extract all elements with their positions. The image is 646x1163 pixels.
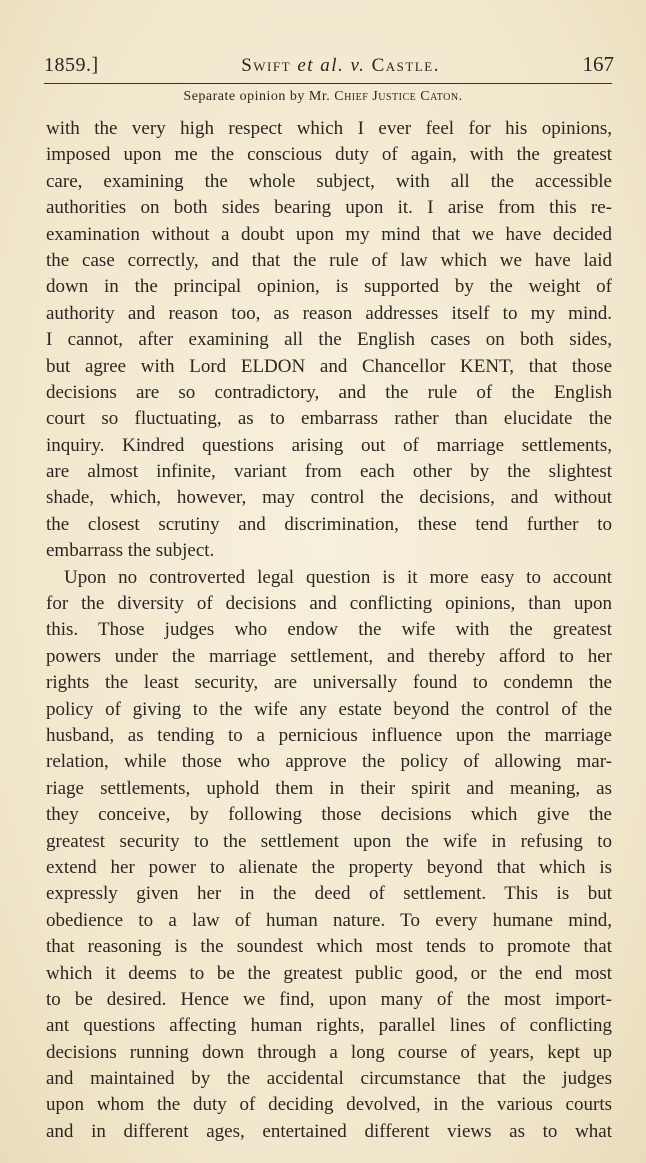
running-header bbox=[44, 52, 614, 82]
header-title-post: Castle. bbox=[365, 55, 440, 76]
text-line: decisions are so contradictory, and the rule of the English bbox=[46, 381, 612, 403]
subheading-name: Chief Justice Caton. bbox=[334, 89, 463, 104]
text-line: authorities on both sides bearing upon it. I arise from this re- bbox=[46, 197, 612, 219]
header-year: 1859.] bbox=[44, 54, 99, 76]
text-line: inquiry. Kindred questions arising out of marriage settlements, bbox=[46, 434, 612, 456]
text-line: for the diversity of decisions and conflicting opinions, than upon bbox=[46, 593, 612, 615]
text-line: powers under the marriage settlement, and thereby afford to her bbox=[46, 645, 612, 667]
header-case-title bbox=[241, 55, 440, 77]
text-line: authority and reason too, as reason addresses itself to my mind. bbox=[46, 302, 612, 324]
text-line: decisions running down through a long course of years, kept up bbox=[46, 1041, 612, 1063]
text-line: ant questions affecting human rights, parallel lines of conflicting bbox=[46, 1015, 612, 1037]
text-line: husband, as tending to a pernicious influence upon the marriage bbox=[46, 724, 612, 746]
text-line: imposed upon me the conscious duty of again, with the greatest bbox=[46, 144, 612, 166]
text-line: are almost infinite, variant from each other by the slightest bbox=[46, 461, 612, 483]
text-line: and in different ages, entertained different views as to what bbox=[46, 1120, 612, 1142]
text-line: relation, while those who approve the policy of allowing mar- bbox=[46, 751, 612, 773]
text-line: extend her power to alienate the property beyond that which is bbox=[46, 856, 612, 878]
text-line: which it deems to be the greatest public good, or the end most bbox=[46, 962, 612, 984]
text-line: obedience to a law of human nature. To every humane mind, bbox=[46, 909, 612, 931]
header-title-pre: Swift bbox=[241, 55, 298, 76]
text-line: but agree with Lord ELDON and Chancellor KENT, that those bbox=[46, 355, 612, 377]
text-line: expressly given her in the deed of settlement. This is but bbox=[46, 883, 612, 905]
text-line: the closest scrutiny and discrimination, these tend further to bbox=[46, 513, 612, 535]
text-line: with the very high respect which I ever feel for his opinions, bbox=[46, 118, 612, 139]
text-line: examination without a doubt upon my mind that we have decided bbox=[46, 223, 612, 245]
text-line: court so fluctuating, as to embarrass rather than elucidate the bbox=[46, 408, 612, 430]
text-line: that reasoning is the soundest which most tends to promote that bbox=[46, 936, 612, 958]
text-line: the case correctly, and that the rule of law which we have laid bbox=[46, 249, 612, 271]
text-line: riage settlements, uphold them in their spirit and meaning, as bbox=[46, 777, 612, 799]
text-line: upon whom the duty of deciding devolved, in the various courts bbox=[46, 1094, 612, 1116]
text-line: down in the principal opinion, is supported by the weight of bbox=[46, 276, 612, 298]
page-number: 167 bbox=[582, 52, 614, 76]
header-title-italic: et al. v. bbox=[297, 55, 366, 76]
opinion-body bbox=[46, 116, 612, 1145]
opinion-subheading bbox=[0, 89, 646, 105]
text-line: to be desired. Hence we find, upon many of the most import- bbox=[46, 988, 612, 1010]
text-line: shade, which, however, may control the decisions, and without bbox=[46, 487, 612, 509]
text-line: greatest security to the settlement upon the wife in refusing to bbox=[46, 830, 612, 852]
subheading-prefix: Separate opinion by Mr. bbox=[183, 89, 335, 104]
text-line: policy of giving to the wife any estate beyond the control of the bbox=[46, 698, 612, 720]
text-line: I cannot, after examining all the English cases on both sides, bbox=[46, 329, 612, 351]
text-line: rights the least security, are universally found to condemn the bbox=[46, 672, 612, 694]
paragraph-start-line: Upon no controverted legal question is it more easy to account bbox=[64, 566, 612, 588]
text-line: this. Those judges who endow the wife with the greatest bbox=[46, 619, 612, 641]
text-line: care, examining the whole subject, with all the accessible bbox=[46, 170, 612, 192]
paragraph-end-line: embarrass the subject. bbox=[46, 540, 215, 562]
header-rule bbox=[44, 83, 612, 84]
text-line: they conceive, by following those decisions which give the bbox=[46, 804, 612, 826]
text-line: and maintained by the accidental circumstance that the judges bbox=[46, 1068, 612, 1090]
